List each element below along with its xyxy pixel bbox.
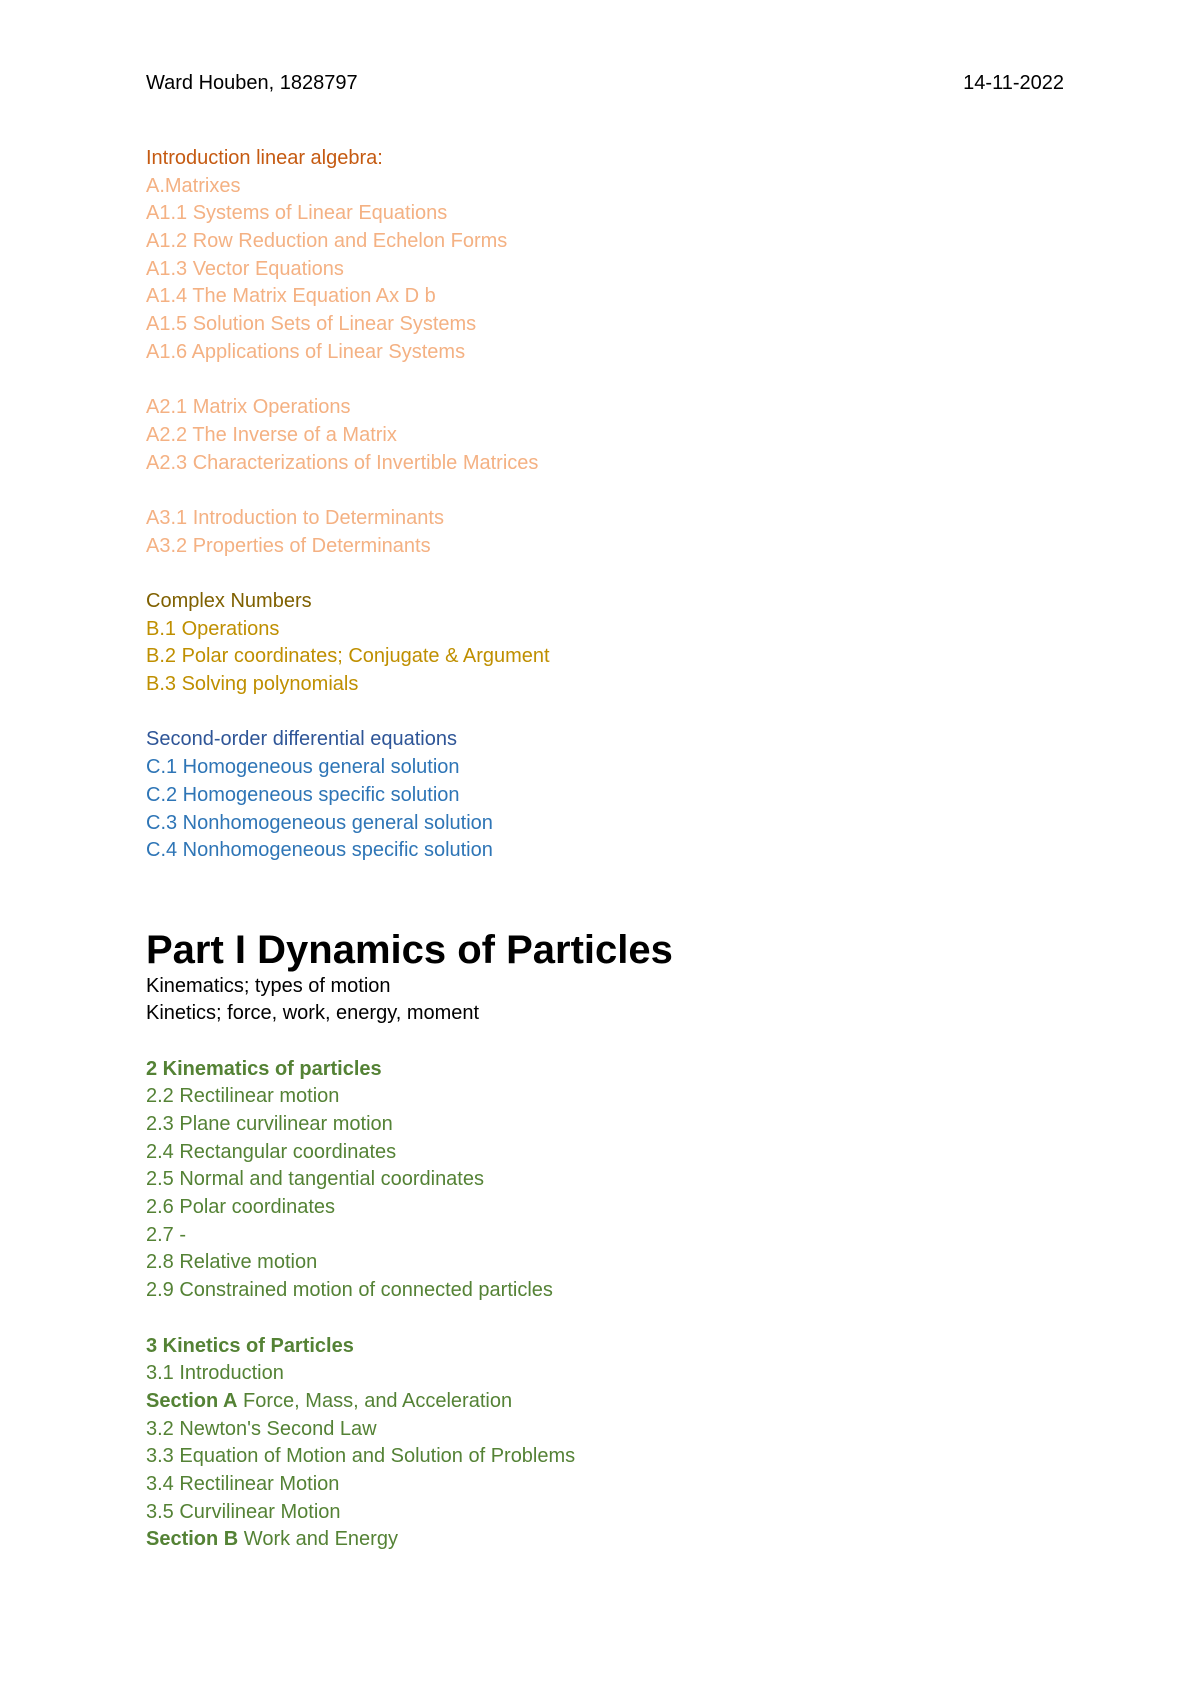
part-title: Part I Dynamics of Particles xyxy=(146,927,673,972)
list-item: A1.4 The Matrix Equation Ax D b xyxy=(146,285,436,308)
section-b-text: Work and Energy xyxy=(238,1528,398,1551)
list-item: B.3 Solving polynomials xyxy=(146,673,359,696)
list-item: A2.3 Characterizations of Invertible Matrices xyxy=(146,451,539,474)
list-item: A1.3 Vector Equations xyxy=(146,257,344,280)
complex-numbers-title: Complex Numbers xyxy=(146,590,312,612)
list-item: A3.2 Properties of Determinants xyxy=(146,534,431,557)
author-name: Ward Houben, 1828797 xyxy=(146,72,358,94)
section-a-heading xyxy=(146,1388,673,1416)
list-item: A1.2 Row Reduction and Echelon Forms xyxy=(146,230,508,253)
list-item: 2.8 Relative motion xyxy=(146,1251,318,1274)
list-item: C.3 Nonhomogeneous general solution xyxy=(146,811,493,834)
list-item: 3.5 Curvilinear Motion xyxy=(146,1500,341,1523)
section-a-label: Section A xyxy=(146,1389,238,1412)
document-date: 14-11-2022 xyxy=(963,72,1064,94)
list-item: 3.2 Newton's Second Law xyxy=(146,1417,377,1440)
list-item: A.Matrixes xyxy=(146,174,241,197)
section-a-text: Force, Mass, and Acceleration xyxy=(237,1389,513,1412)
list-item: C.4 Nonhomogeneous specific solution xyxy=(146,839,493,862)
part-intro-line: Kinetics; force, work, energy, moment xyxy=(146,1002,480,1025)
list-item: 2.5 Normal and tangential coordinates xyxy=(146,1168,484,1191)
list-item: A1.5 Solution Sets of Linear Systems xyxy=(146,313,477,336)
linear-algebra-group2 xyxy=(146,394,673,477)
list-item: B.2 Polar coordinates; Conjugate & Argument xyxy=(146,645,550,668)
list-item: 3.4 Rectilinear Motion xyxy=(146,1472,340,1495)
part-intro-line: Kinematics; types of motion xyxy=(146,974,391,997)
list-item: A1.1 Systems of Linear Equations xyxy=(146,202,448,225)
linear-algebra-group1 xyxy=(146,173,673,367)
list-item: 2.2 Rectilinear motion xyxy=(146,1085,340,1108)
list-item: 2.4 Rectangular coordinates xyxy=(146,1140,397,1163)
diffeq-title: Second-order differential equations xyxy=(146,728,457,751)
chapter-3-title: 3 Kinetics of Particles xyxy=(146,1334,354,1357)
toc-content xyxy=(146,145,673,1554)
linear-algebra-title: Introduction linear algebra: xyxy=(146,147,383,169)
list-item: C.2 Homogeneous specific solution xyxy=(146,783,460,806)
list-item: 2.3 Plane curvilinear motion xyxy=(146,1113,393,1135)
linear-algebra-group3 xyxy=(146,505,673,560)
list-item: A1.6 Applications of Linear Systems xyxy=(146,340,466,363)
list-item: A2.2 The Inverse of a Matrix xyxy=(146,423,397,446)
list-item: 2.9 Constrained motion of connected particles xyxy=(146,1279,553,1302)
list-item: 2.7 - xyxy=(146,1223,187,1246)
section-b-heading xyxy=(146,1526,673,1554)
list-item: B.1 Operations xyxy=(146,617,280,640)
page-header xyxy=(146,72,1064,96)
list-item: 3.3 Equation of Motion and Solution of Problems xyxy=(146,1445,576,1468)
list-item: C.1 Homogeneous general solution xyxy=(146,756,460,779)
section-b-label: Section B xyxy=(146,1528,239,1551)
list-item: 3.1 Introduction xyxy=(146,1362,284,1385)
list-item: A3.1 Introduction to Determinants xyxy=(146,506,444,529)
chapter-2-title: 2 Kinematics of particles xyxy=(146,1057,382,1080)
list-item: A2.1 Matrix Operations xyxy=(146,396,351,419)
list-item: 2.6 Polar coordinates xyxy=(146,1196,336,1219)
